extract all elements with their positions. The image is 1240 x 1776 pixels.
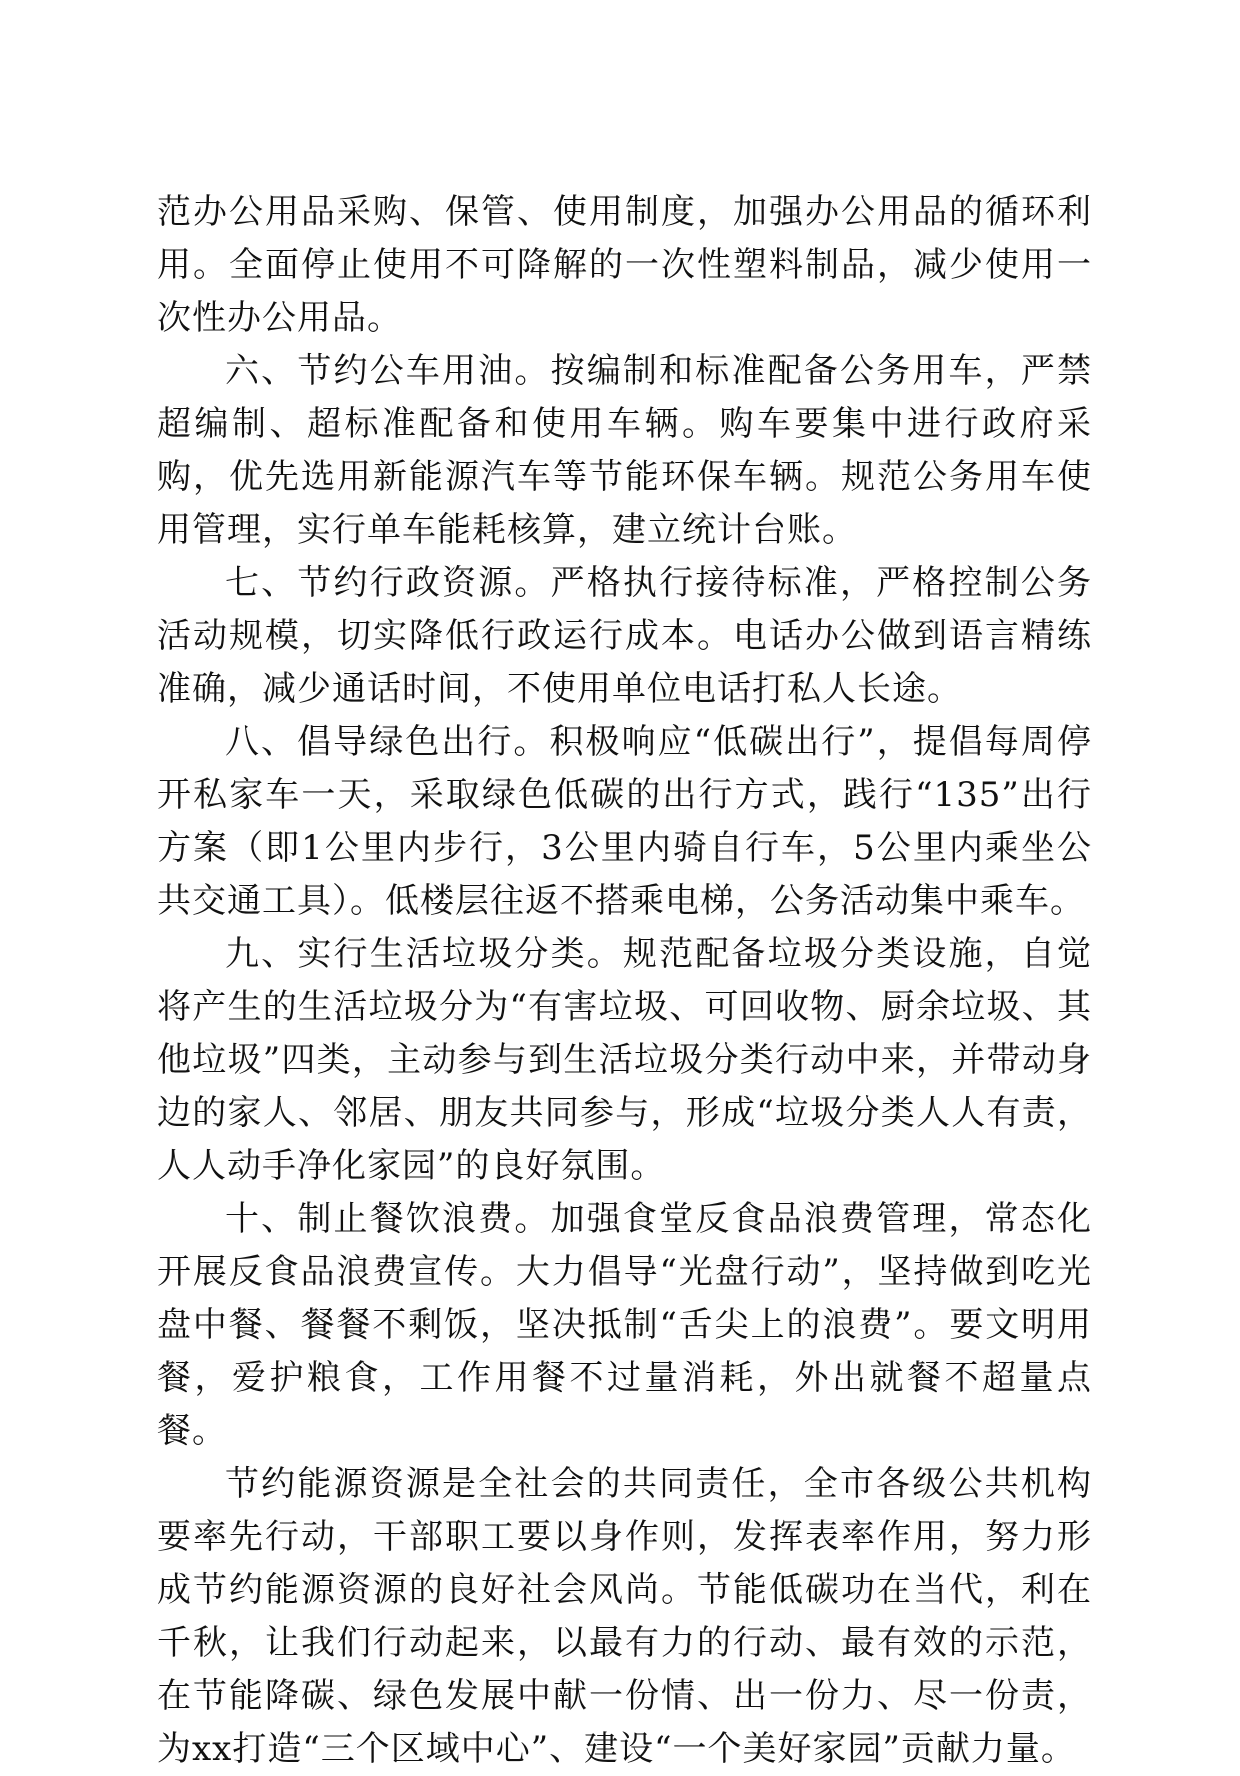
paragraph-closing: 节约能源资源是全社会的共同责任，全市各级公共机构要率先行动，干部职工要以身作则，发挥表率作用，努力形成节约能源资源的良好社会风尚。节能低碳功在当代，利在千秋，让我们行动起来，以最有力的行动、最有效的示范，在节能降碳、绿色发展中献一份情、出一份力、尽一份责，为xx打造“三个区域中心”、建设“一个美好家园”贡献力量。 <box>157 1464 1092 1769</box>
paragraph-item-9-waste-sorting: 九、实行生活垃圾分类。规范配备垃圾分类设施，自觉将产生的生活垃圾分为“有害垃圾、可回收物、厨余垃圾、其他垃圾”四类，主动参与到生活垃圾分类行动中来，并带动身边的家人、邻居、朋友共同参与，形成“垃圾分类人人有责，人人动手净化家园”的良好氛围。 <box>157 934 1092 1186</box>
paragraph-item-8-green-travel: 八、倡导绿色出行。积极响应“低碳出行”，提倡每周停开私家车一天，采取绿色低碳的出行方式，践行“135”出行方案（即1公里内步行，3公里内骑自行车，5公里内乘坐公共交通工具）。低楼层往返不搭乘电梯，公务活动集中乘车。 <box>157 722 1092 921</box>
paragraph-item-6-vehicle-fuel: 六、节约公车用油。按编制和标准配备公务用车，严禁超编制、超标准配备和使用车辆。购车要集中进行政府采购，优先选用新能源汽车等节能环保车辆。规范公务用车使用管理，实行单车能耗核算，建立统计台账。 <box>157 351 1092 550</box>
paragraph-item-10-food-waste: 十、制止餐饮浪费。加强食堂反食品浪费管理，常态化开展反食品浪费宣传。大力倡导“光盘行动”，坚持做到吃光盘中餐、餐餐不剩饭，坚决抵制“舌尖上的浪费”。要文明用餐，爱护粮食，工作用餐不过量消耗，外出就餐不超量点餐。 <box>157 1199 1092 1451</box>
document-body <box>157 186 1092 1776</box>
paragraph-item-7-admin-resources: 七、节约行政资源。严格执行接待标准，严格控制公务活动规模，切实降低行政运行成本。电话办公做到语言精练准确，减少通话时间，不使用单位电话打私人长途。 <box>157 563 1092 709</box>
paragraph-office-supplies-continued: 范办公用品采购、保管、使用制度，加强办公用品的循环利用。全面停止使用不可降解的一次性塑料制品，减少使用一次性办公用品。 <box>157 192 1092 338</box>
